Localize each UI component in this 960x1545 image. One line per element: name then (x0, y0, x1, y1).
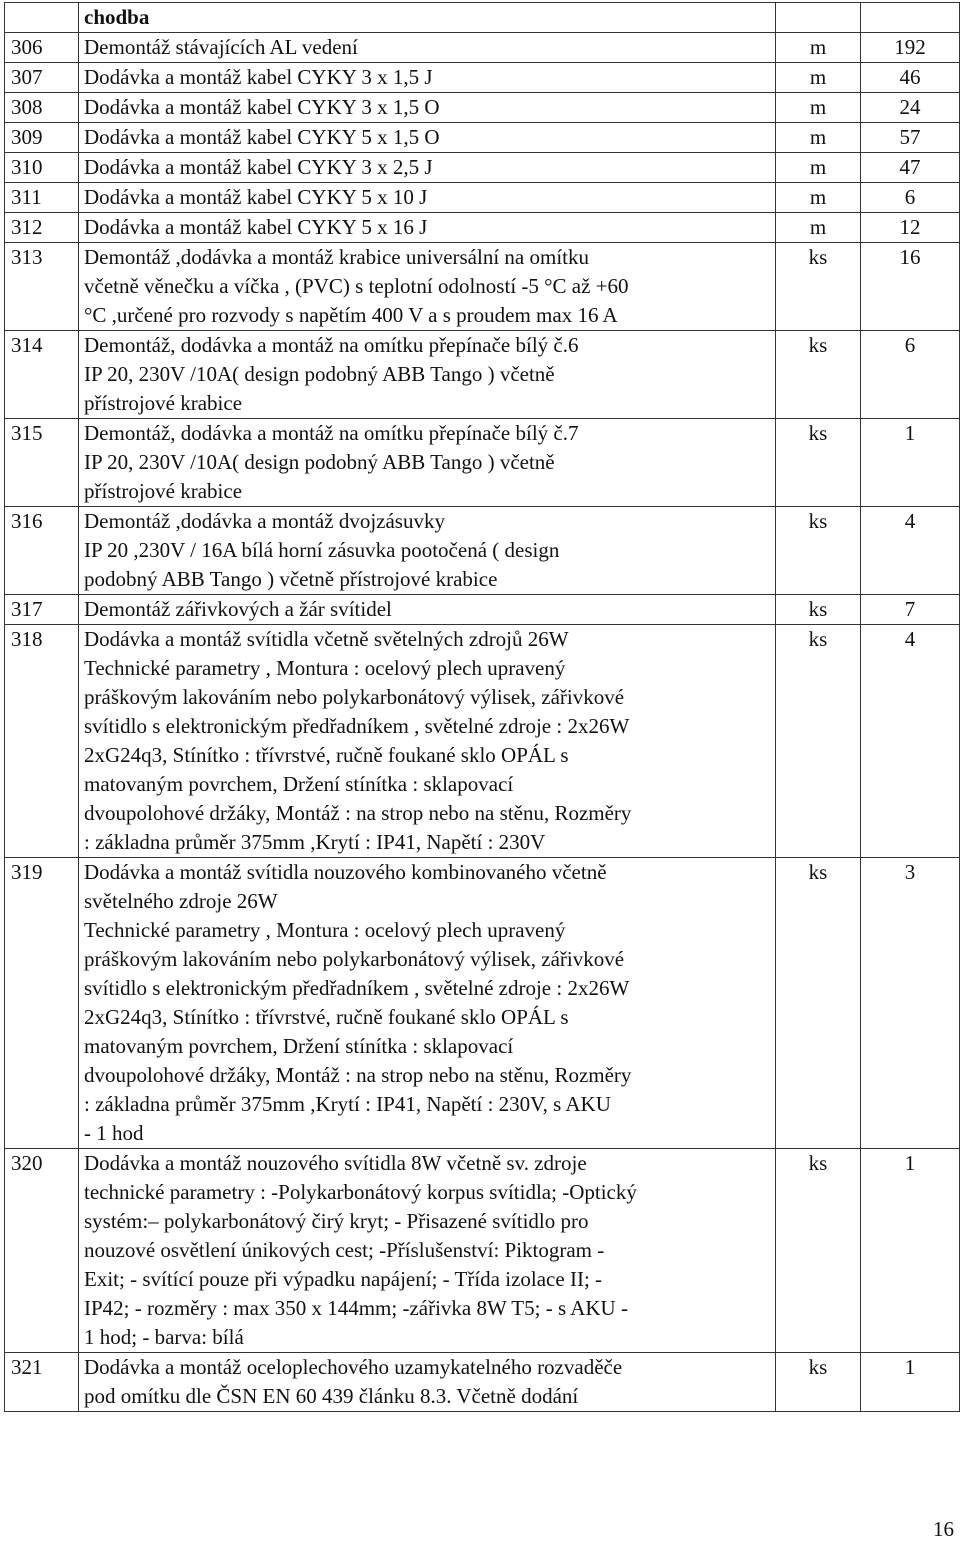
item-quantity: 1 (861, 419, 960, 507)
item-number: 310 (5, 153, 79, 183)
table-row (5, 213, 960, 243)
table-row (5, 331, 960, 419)
item-quantity: 192 (861, 33, 960, 63)
item-quantity: 12 (861, 213, 960, 243)
item-number: 312 (5, 213, 79, 243)
item-number: 313 (5, 243, 79, 331)
item-description: Demontáž, dodávka a montáž na omítku přepínače bílý č.6 IP 20, 230V /10A( design podobný ABB Tango ) včetně přístrojové krabice (79, 331, 776, 419)
item-description: Dodávka a montáž kabel CYKY 3 x 2,5 J (79, 153, 776, 183)
table-row (5, 183, 960, 213)
item-quantity: 7 (861, 595, 960, 625)
item-number: 307 (5, 63, 79, 93)
item-description: Dodávka a montáž kabel CYKY 5 x 16 J (79, 213, 776, 243)
item-description: Demontáž zářivkových a žár svítidel (79, 595, 776, 625)
items-table-container (4, 2, 959, 1412)
table-row (5, 507, 960, 595)
item-description: Dodávka a montáž oceloplechového uzamykatelného rozvaděče pod omítku dle ČSN EN 60 439 článku 8.3. Včetně dodání (79, 1353, 776, 1412)
item-description: Dodávka a montáž svítidla včetně světelných zdrojů 26W Technické parametry , Montura : ocelový plech upravený práškovým lakováním nebo polykarbonátový výlisek, zářivkové svítidlo s elektronickým předřadníkem , světelné zdroje : 2x26W 2xG24q3, Stínítko : třívrstvé, ručně foukané sklo OPÁL s matovaným povrchem, Držení stínítka : sklapovací dvoupolohové držáky, Montáž : na strop nebo na stěnu, Rozměry : základna průměr 375mm ,Krytí : IP41, Napětí : 230V (79, 625, 776, 858)
item-number: 315 (5, 419, 79, 507)
item-quantity: 4 (861, 625, 960, 858)
item-number: 321 (5, 1353, 79, 1412)
item-description: Demontáž ,dodávka a montáž dvojzásuvky IP 20 ,230V / 16A bílá horní zásuvka pootočená ( design podobný ABB Tango ) včetně přístrojové krabice (79, 507, 776, 595)
item-number: 309 (5, 123, 79, 153)
items-table-body (5, 3, 960, 1412)
table-row (5, 63, 960, 93)
item-unit: ks (776, 331, 861, 419)
section-header-qty-cell (861, 3, 960, 33)
item-description: Dodávka a montáž kabel CYKY 5 x 1,5 O (79, 123, 776, 153)
item-quantity: 16 (861, 243, 960, 331)
item-quantity: 46 (861, 63, 960, 93)
table-row (5, 419, 960, 507)
item-number: 311 (5, 183, 79, 213)
item-unit: ks (776, 419, 861, 507)
item-unit: m (776, 93, 861, 123)
table-row (5, 123, 960, 153)
table-row (5, 93, 960, 123)
item-number: 320 (5, 1149, 79, 1353)
item-quantity: 47 (861, 153, 960, 183)
item-quantity: 3 (861, 858, 960, 1149)
items-table (4, 2, 960, 1412)
item-unit: m (776, 153, 861, 183)
item-quantity: 4 (861, 507, 960, 595)
item-description: Dodávka a montáž nouzového svítidla 8W včetně sv. zdroje technické parametry : -Polykarbonátový korpus svítidla; -Optický systém:– polykarbonátový čirý kryt; - Přisazené svítidlo pro nouzové osvětlení únikových cest; -Příslušenství: Piktogram - Exit; - svítící pouze při výpadku napájení; - Třída izolace II; - IP42; - rozměry : max 350 x 144mm; -zářivka 8W T5; - s AKU - 1 hod; - barva: bílá (79, 1149, 776, 1353)
item-unit: m (776, 123, 861, 153)
section-header-unit-cell (776, 3, 861, 33)
item-description: Dodávka a montáž kabel CYKY 3 x 1,5 J (79, 63, 776, 93)
section-title: chodba (79, 3, 776, 33)
item-quantity: 1 (861, 1149, 960, 1353)
item-quantity: 6 (861, 183, 960, 213)
page-number: 16 (933, 1517, 954, 1541)
item-unit: m (776, 63, 861, 93)
item-number: 319 (5, 858, 79, 1149)
item-unit: ks (776, 625, 861, 858)
item-description: Demontáž stávajících AL vedení (79, 33, 776, 63)
section-header-num-cell (5, 3, 79, 33)
table-row (5, 153, 960, 183)
item-quantity: 24 (861, 93, 960, 123)
item-unit: m (776, 213, 861, 243)
item-unit: ks (776, 858, 861, 1149)
table-row (5, 595, 960, 625)
item-description: Demontáž, dodávka a montáž na omítku přepínače bílý č.7 IP 20, 230V /10A( design podobný ABB Tango ) včetně přístrojové krabice (79, 419, 776, 507)
table-row (5, 33, 960, 63)
item-unit: ks (776, 243, 861, 331)
item-number: 317 (5, 595, 79, 625)
item-description: Dodávka a montáž kabel CYKY 3 x 1,5 O (79, 93, 776, 123)
table-row (5, 858, 960, 1149)
item-description: Dodávka a montáž kabel CYKY 5 x 10 J (79, 183, 776, 213)
table-row (5, 243, 960, 331)
section-header-row (5, 3, 960, 33)
item-number: 316 (5, 507, 79, 595)
item-description: Dodávka a montáž svítidla nouzového kombinovaného včetně světelného zdroje 26W Technické parametry , Montura : ocelový plech upravený práškovým lakováním nebo polykarbonátový výlisek, zářivkové svítidlo s elektronickým předřadníkem , světelné zdroje : 2x26W 2xG24q3, Stínítko : třívrstvé, ručně foukané sklo OPÁL s matovaným povrchem, Držení stínítka : sklapovací dvoupolohové držáky, Montáž : na strop nebo na stěnu, Rozměry : základna průměr 375mm ,Krytí : IP41, Napětí : 230V, s AKU - 1 hod (79, 858, 776, 1149)
item-unit: m (776, 33, 861, 63)
table-row (5, 1149, 960, 1353)
item-number: 314 (5, 331, 79, 419)
item-number: 318 (5, 625, 79, 858)
item-unit: ks (776, 507, 861, 595)
item-quantity: 57 (861, 123, 960, 153)
table-row (5, 625, 960, 858)
table-row (5, 1353, 960, 1412)
item-description: Demontáž ,dodávka a montáž krabice universální na omítku včetně věnečku a víčka , (PVC) s teplotní odolností -5 °C až +60 °C ,určené pro rozvody s napětím 400 V a s proudem max 16 A (79, 243, 776, 331)
item-number: 308 (5, 93, 79, 123)
item-quantity: 1 (861, 1353, 960, 1412)
item-unit: ks (776, 1353, 861, 1412)
item-unit: ks (776, 1149, 861, 1353)
item-quantity: 6 (861, 331, 960, 419)
item-unit: m (776, 183, 861, 213)
item-number: 306 (5, 33, 79, 63)
item-unit: ks (776, 595, 861, 625)
